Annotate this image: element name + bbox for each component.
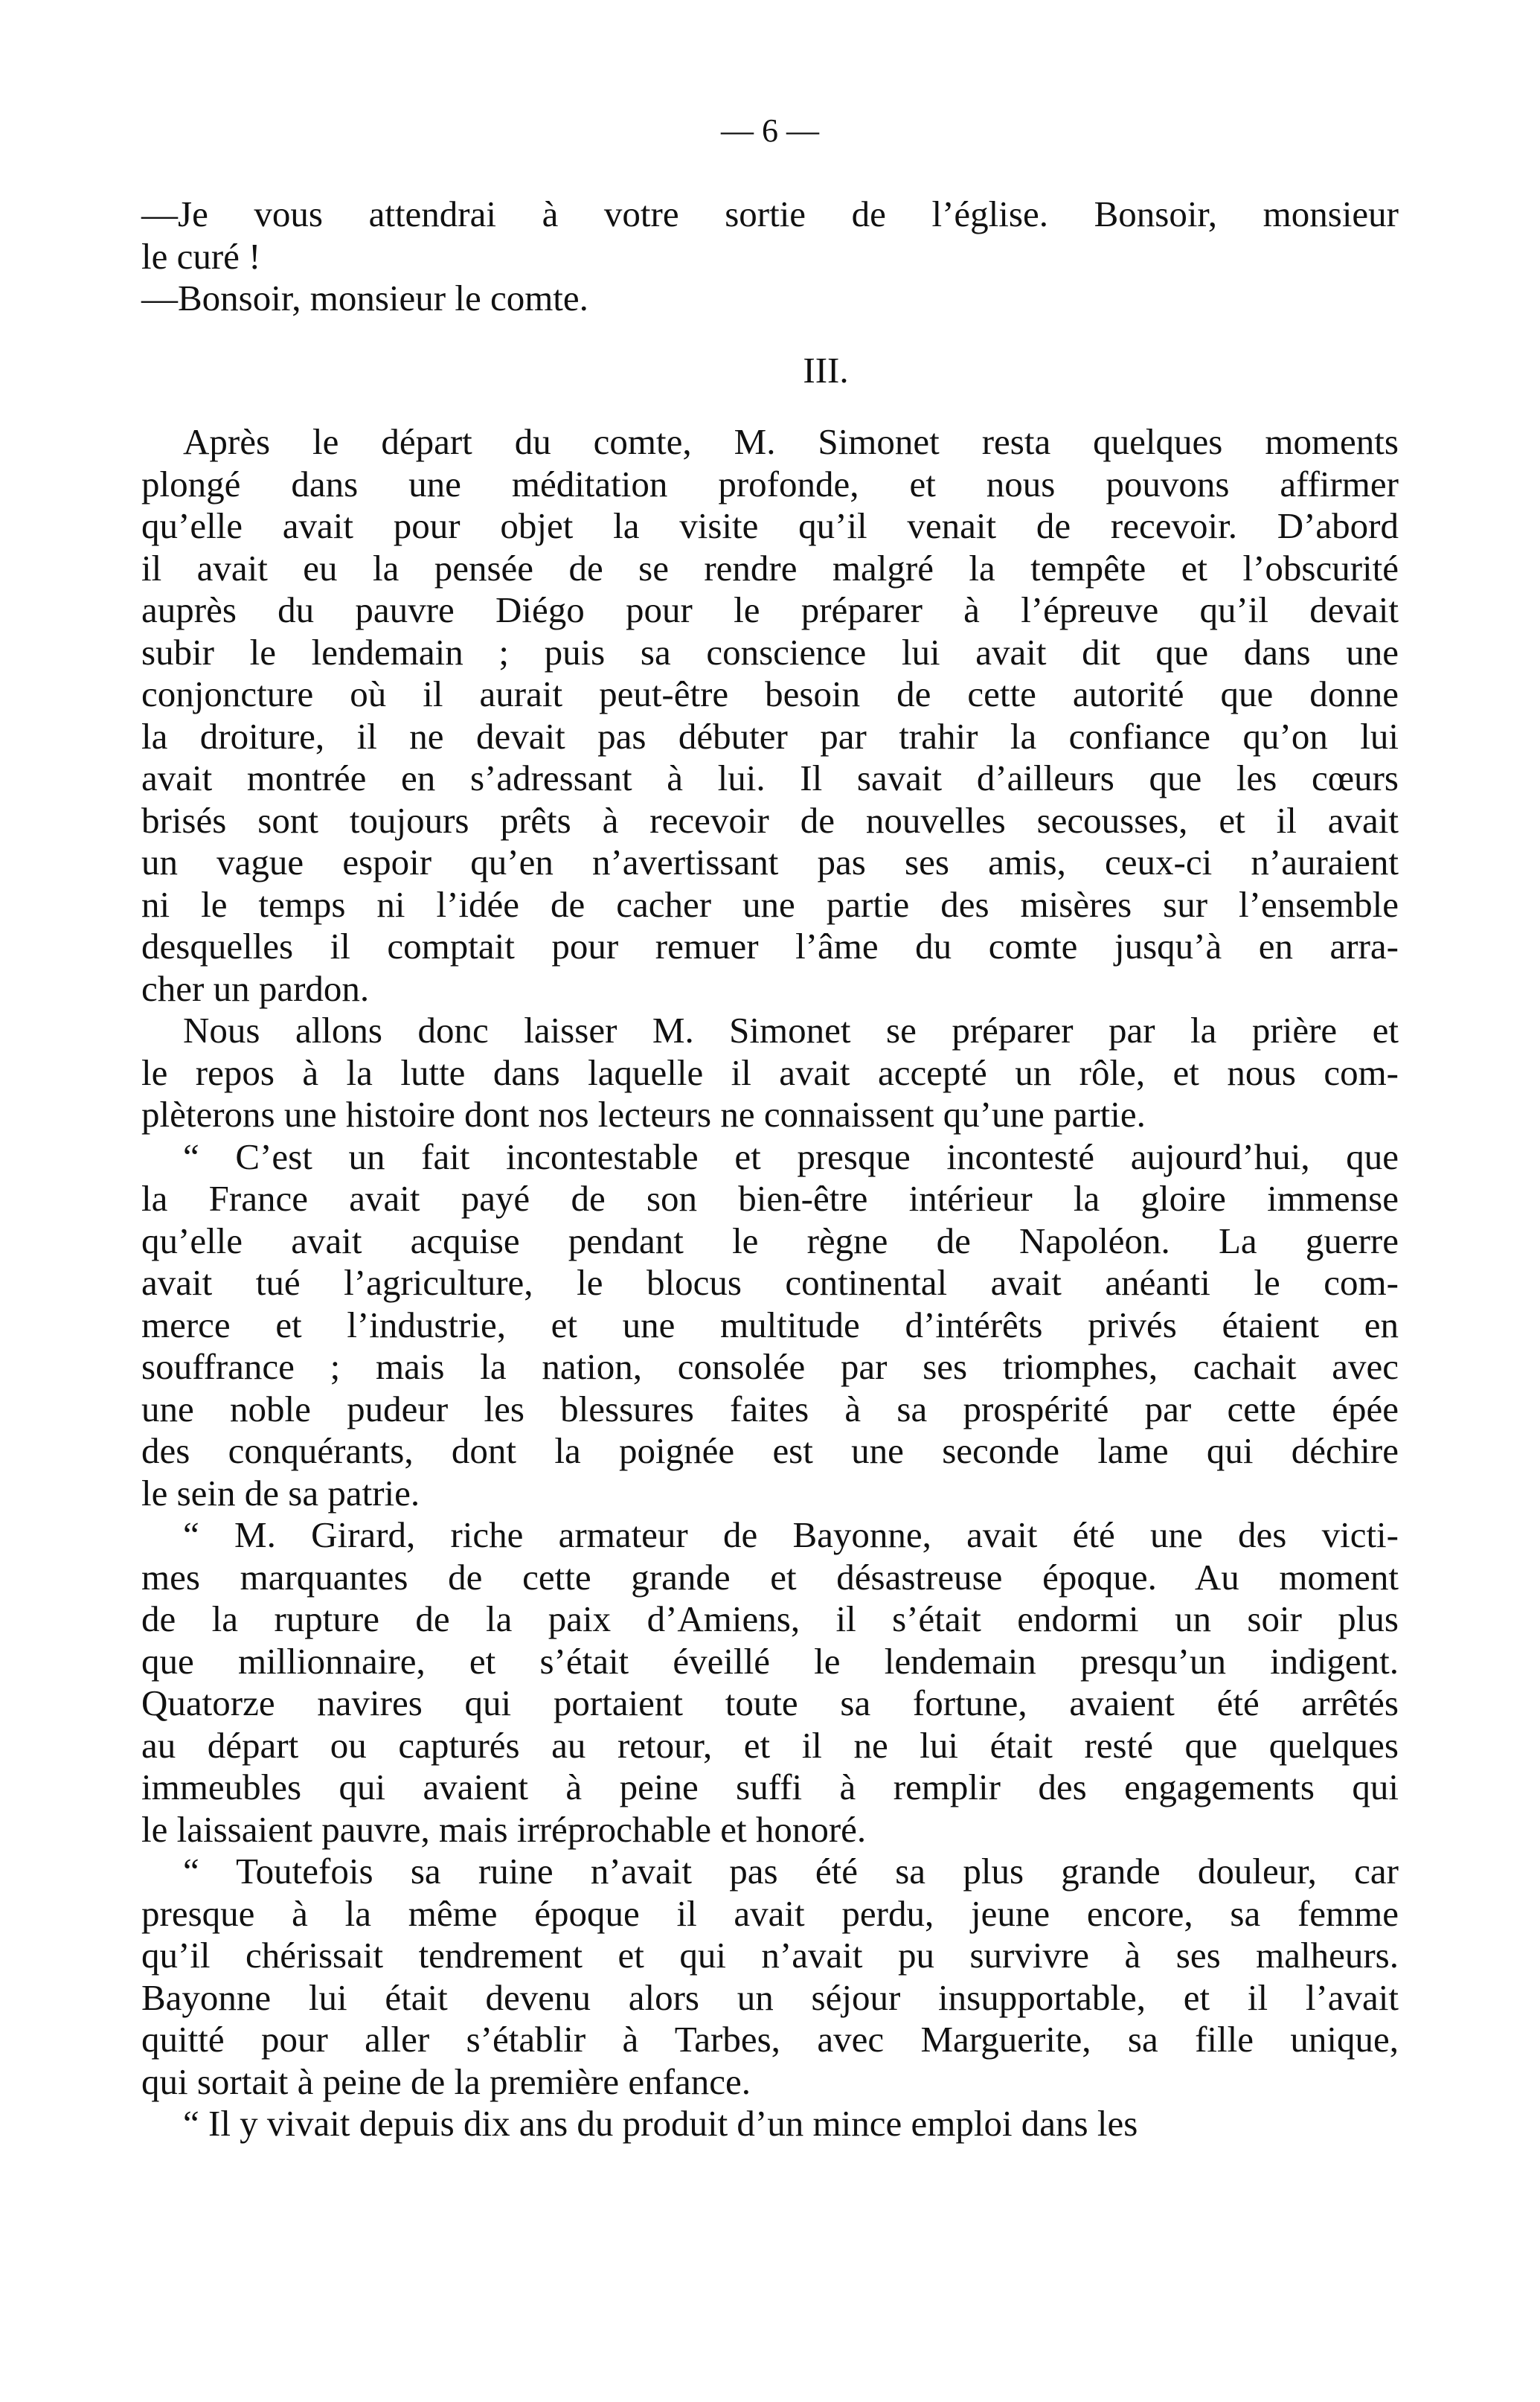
text-line: la droiture, il ne devait pas débuter par trahir la confiance qu’on lui <box>141 715 1399 757</box>
text-line: “ C’est un fait incontestable et presque incontesté aujourd’hui, que <box>183 1136 1399 1177</box>
text-line: qui sortait à peine de la première enfance. <box>141 2060 751 2102</box>
text-line: presque à la même époque il avait perdu, jeune encore, sa femme <box>141 1892 1399 1934</box>
paragraphs-block <box>141 421 1399 2145</box>
text-line: Quatorze navires qui portaient toute sa fortune, avaient été arrêtés <box>141 1682 1399 1723</box>
text-line: le sein de sa patrie. <box>141 1472 420 1514</box>
paragraph <box>141 1851 1399 2103</box>
text-line: immeubles qui avaient à peine suffi à remplir des engagements qui <box>141 1767 1399 1807</box>
text-line: souffrance ; mais la nation, consolée par ses triomphes, cachait avec <box>141 1346 1399 1387</box>
dialogue-block <box>141 193 1399 320</box>
paragraph <box>141 1136 1399 1515</box>
text-line: cher un pardon. <box>141 967 370 1009</box>
text-line: une noble pudeur les blessures faites à sa prospérité par cette épée <box>141 1388 1399 1429</box>
text-line: Bayonne lui était devenu alors un séjour insupportable, et il l’avait <box>141 1976 1399 2018</box>
text-line: —Bonsoir, monsieur le comte. <box>141 278 588 318</box>
text-line: mes marquantes de cette grande et désastreuse époque. Au moment <box>141 1556 1399 1598</box>
text-line: brisés sont toujours prêts à recevoir de nouvelles secousses, et il avait <box>141 799 1399 841</box>
text-line: au départ ou capturés au retour, et il ne lui était resté que quelques <box>141 1724 1399 1766</box>
text-line: de la rupture de la paix d’Amiens, il s’était endormi un soir plus <box>141 1598 1399 1639</box>
text-line: desquelles il comptait pour remuer l’âme du comte jusqu’à en arra- <box>141 926 1399 967</box>
text-line: subir le lendemain ; puis sa conscience lui avait dit que dans une <box>141 631 1399 673</box>
text-line: Nous allons donc laisser M. Simonet se préparer par la prière et <box>183 1010 1399 1051</box>
text-line: que millionnaire, et s’était éveillé le lendemain presqu’un indigent. <box>141 1640 1399 1682</box>
text-line: quitté pour aller s’établir à Tarbes, avec Marguerite, sa fille unique, <box>141 2019 1399 2060</box>
text-line: qu’elle avait pour objet la visite qu’il venait de recevoir. D’abord <box>141 505 1399 546</box>
paragraph <box>141 1514 1399 1851</box>
text-line: ni le temps ni l’idée de cacher une partie des misères sur l’ensemble <box>141 883 1399 925</box>
paragraph <box>141 1010 1399 1136</box>
text-line: “ Toutefois sa ruine n’avait pas été sa plus grande douleur, car <box>183 1851 1399 1892</box>
text-line: Après le départ du comte, M. Simonet resta quelques moments <box>183 421 1399 462</box>
text-line: qu’il chérissait tendrement et qui n’avait pu survivre à ses malheurs. <box>141 1935 1399 1976</box>
paragraph <box>141 2103 1399 2145</box>
page-body <box>141 193 1399 2145</box>
text-line: auprès du pauvre Diégo pour le préparer à l’épreuve qu’il devait <box>141 589 1399 630</box>
text-line: —Je vous attendrai à votre sortie de l’église. Bonsoir, monsieur <box>141 193 1399 234</box>
text-line: “ M. Girard, riche armateur de Bayonne, avait été une des victi- <box>183 1514 1399 1555</box>
text-line: le curé ! <box>141 235 261 277</box>
paragraph <box>141 421 1399 1010</box>
dialogue-line-group <box>141 278 1399 320</box>
text-line: avait montrée en s’adressant à lui. Il savait d’ailleurs que les cœurs <box>141 758 1399 798</box>
text-line: conjoncture où il aurait peut-être besoin de cette autorité que donne <box>141 673 1399 714</box>
dialogue-line-group <box>141 193 1399 278</box>
text-line: il avait eu la pensée de se rendre malgré la tempête et l’obscurité <box>141 547 1399 589</box>
section-heading: III. <box>803 349 849 391</box>
page-number: — 6 — <box>721 112 819 149</box>
text-line: merce et l’industrie, et une multitude d’intérêts privés étaient en <box>141 1304 1399 1345</box>
text-line: des conquérants, dont la poignée est une seconde lame qui déchire <box>141 1430 1399 1471</box>
text-line: le laissaient pauvre, mais irréprochable et honoré. <box>141 1808 867 1850</box>
text-line: qu’elle avait acquise pendant le règne de Napoléon. La guerre <box>141 1220 1399 1261</box>
text-line: la France avait payé de son bien-être intérieur la gloire immense <box>141 1178 1399 1219</box>
text-line: avait tué l’agriculture, le blocus continental avait anéanti le com- <box>141 1262 1399 1303</box>
text-line: un vague espoir qu’en n’avertissant pas ses amis, ceux-ci n’auraient <box>141 842 1399 883</box>
text-line: “ Il y vivait depuis dix ans du produit d’un mince emploi dans les <box>183 2103 1138 2144</box>
text-line: le repos à la lutte dans laquelle il avait accepté un rôle, et nous com- <box>141 1051 1399 1093</box>
text-line: plongé dans une méditation profonde, et nous pouvons affirmer <box>141 463 1399 505</box>
text-line: plèterons une histoire dont nos lecteurs ne connaissent qu’une partie. <box>141 1094 1146 1135</box>
